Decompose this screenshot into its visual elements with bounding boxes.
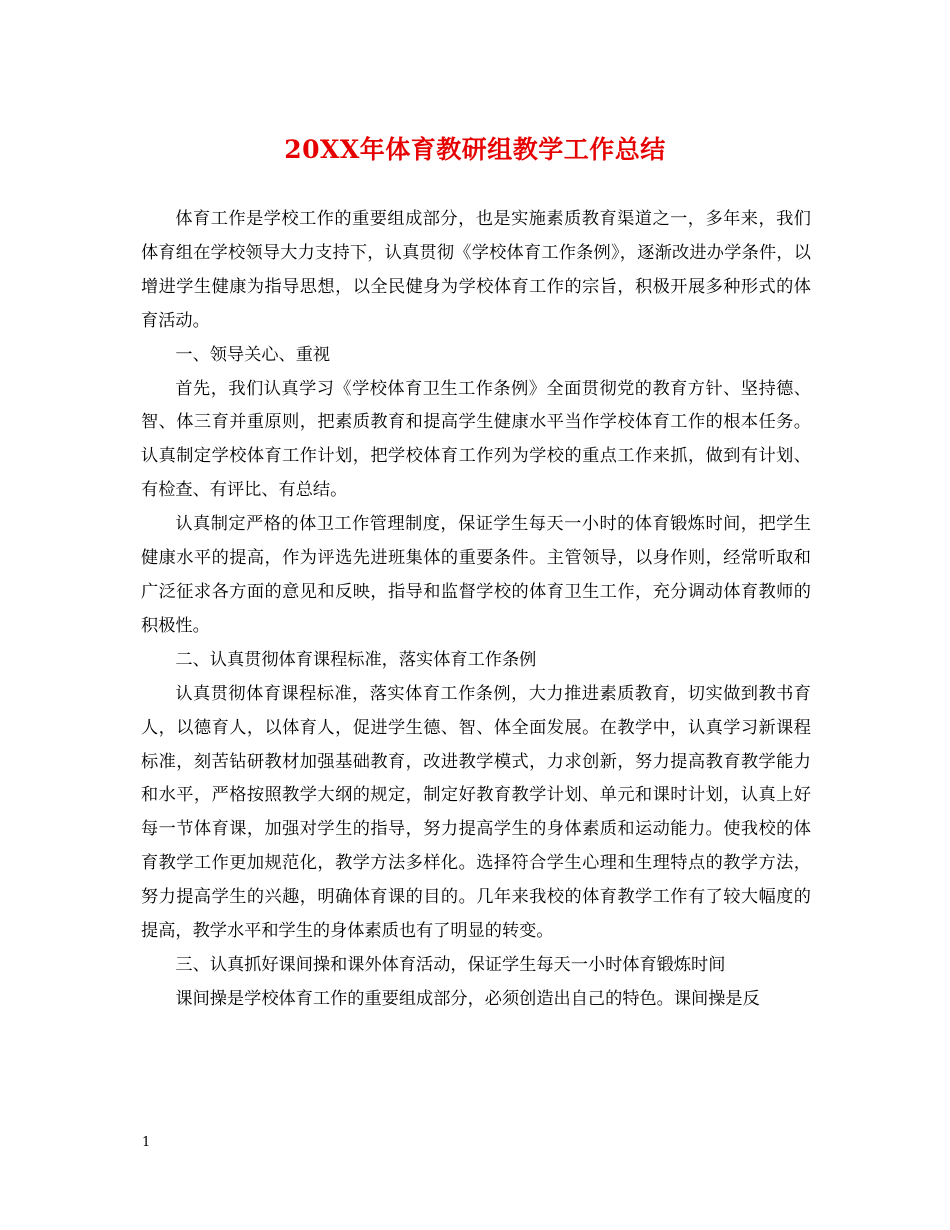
document-body	[141, 203, 811, 1017]
section-heading-1: 一、领导关心、重视	[175, 344, 331, 365]
document-title: 20XX年体育教研组教学工作总结	[284, 135, 666, 164]
section-heading-3: 三、认真抓好课间操和课外体育活动，保证学生每天一小时体育锻炼时间	[175, 954, 726, 975]
paragraph-section-3: 课间操是学校体育工作的重要组成部分，必须创造出自己的特色。课间操是反	[175, 988, 760, 1009]
paragraph-section-1-a: 首先，我们认真学习《学校体育卫生工作条例》全面贯彻党的教育方针、坚持德、智、体三育并重原则，把素质教育和提高学生健康水平当作学校体育工作的根本任务。认真制定学校体育工作计划，把学校体育工作列为学校的重点工作来抓，做到有计划、有检查、有评比、有总结。	[141, 378, 811, 501]
paragraph-intro: 体育工作是学校工作的重要组成部分，也是实施素质教育渠道之一，多年来，我们体育组在学校领导大力支持下，认真贯彻《学校体育工作条例》，逐渐改进办学条件，以增进学生健康为指导思想，以全民健身为学校体育工作的宗旨，积极开展多种形式的体育活动。	[141, 209, 811, 331]
page-number: 1	[142, 1135, 151, 1150]
paragraph-section-1-b: 认真制定严格的体卫工作管理制度，保证学生每天一小时的体育锻炼时间，把学生健康水平的提高，作为评选先进班集体的重要条件。主管领导，以身作则，经常听取和广泛征求各方面的意见和反映，指导和监督学校的体育卫生工作，充分调动体育教师的积极性。	[141, 514, 811, 636]
paragraph-section-2: 认真贯彻体育课程标准，落实体育工作条例，大力推进素质教育，切实做到教书育人，以德育人，以体育人，促进学生德、智、体全面发展。在教学中，认真学习新课程标准，刻苦钻研教材加强基础教育，改进教学模式，力求创新，努力提高教育教学能力和水平，严格按照教学大纲的规定，制定好教育教学计划、单元和课时计划，认真上好每一节体育课，加强对学生的指导，努力提高学生的身体素质和运动能力。使我校的体育教学工作更加规范化，教学方法多样化。选择符合学生心理和生理特点的教学方法，努力提高学生的兴趣，明确体育课的目的。几年来我校的体育教学工作有了较大幅度的提高，教学水平和学生的身体素质也有了明显的转变。	[141, 683, 811, 942]
section-heading-2: 二、认真贯彻体育课程标准，落实体育工作条例	[175, 649, 537, 670]
